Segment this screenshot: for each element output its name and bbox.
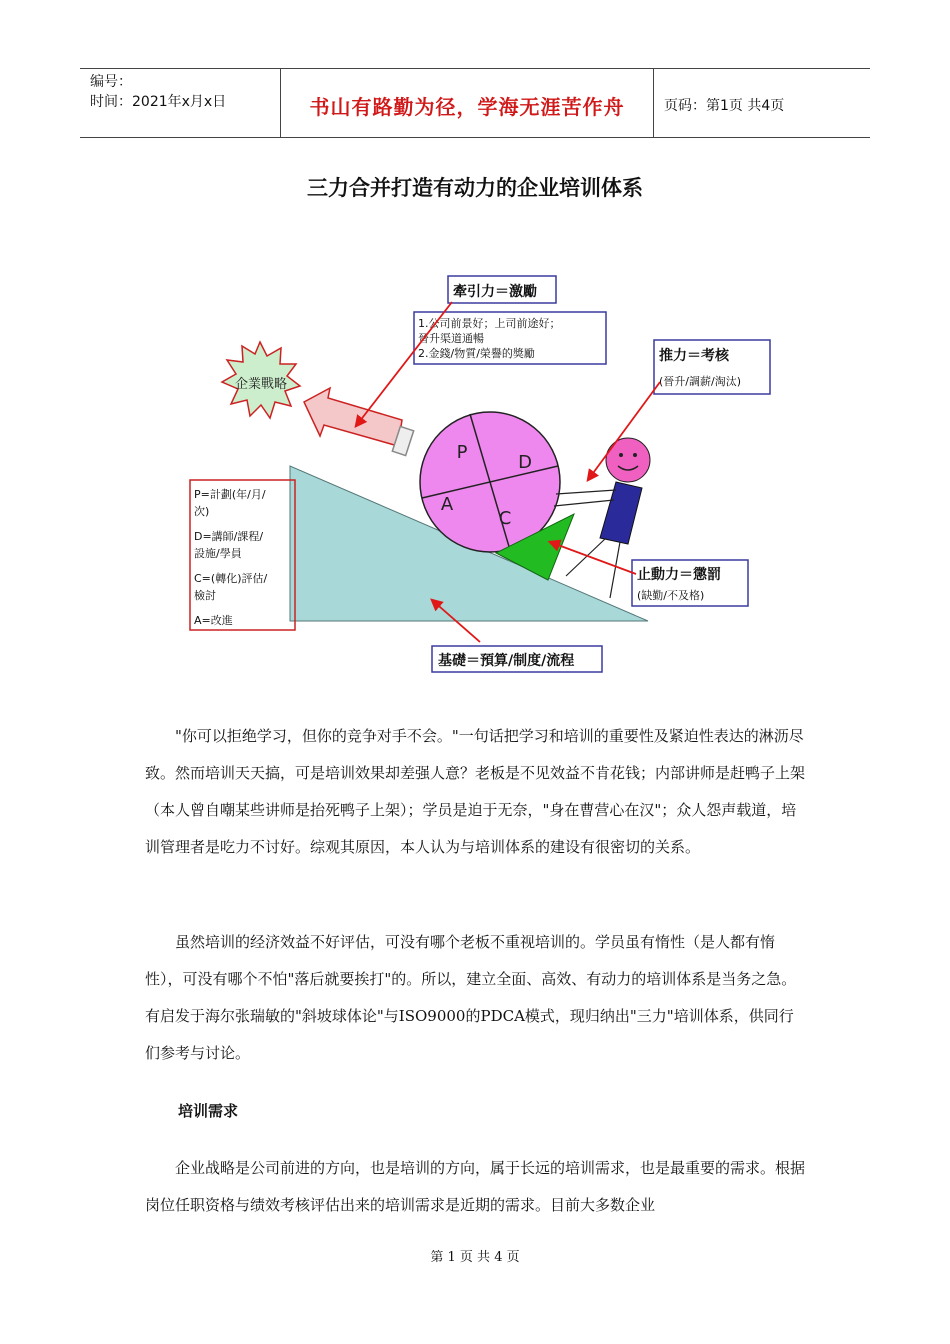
push-title: 推力＝考核 [659,348,729,364]
ball-d: D [518,452,532,473]
ball-p: P [456,442,468,463]
figure-eye-right [633,453,637,457]
figure-eye-left [619,453,623,457]
figure-leg-1 [566,538,606,576]
page-info: 页码：第1页 共4页 [664,98,785,114]
ball-c: C [498,508,512,529]
base-label: 基礎＝預算/制度/流程 [438,653,575,669]
three-forces-diagram [170,268,790,688]
paragraph-1: "你可以拒绝学习，但你的竞争对手不会。"一句话把学习和培训的重要性及紧迫性表达的淋沥尽致。然而培训天天搞，可是培训效果却差强人意？老板是不见效益不肯花钱；内部讲师是赶鸭子上架（本人曾自嘲某些讲师是抬死鸭子上架）；学员是迫于无奈，"身在曹营心在汉"；众人怨声载道，培训管理者是吃力不讨好。综观其原因，本人认为与培训体系的建设有很密切的关系。 [145,727,806,856]
pdca-line-4: 設施/學員 [194,547,242,560]
section-heading: 培训需求 [178,1102,239,1120]
pull-title: 牽引力＝激勵 [453,284,537,300]
paragraph-2: 虽然培训的经济效益不好评估，可没有哪个老板不重视培训的。学员虽有惰性（是人都有惰性），可没有哪个不怕"落后就要挨打"的。所以，建立全面、高效、有动力的培训体系是当务之急。有启发于海尔张瑞敏的"斜坡球体论"与ISO9000的PDCA模式，现归纳出"三力"培训体系，供同行们参考与讨论。 [145,933,797,1062]
figure-leg-2 [610,542,620,598]
stop-arrow [550,542,636,574]
pdca-line-2: 次) [194,505,210,518]
pdca-line-1: P=計劃(年/月/ [194,488,266,501]
pdca-line-6: 檢討 [194,589,216,602]
header-right-cell [654,69,870,137]
strategy-label: 企業戰略 [234,377,288,392]
figure-arm-2 [554,500,614,506]
stop-title: 止動力＝懲罰 [637,567,721,583]
motto: 书山有路勤为径，学海无涯苦作舟 [309,95,625,119]
header-table [80,68,870,138]
stop-sub: (缺勤/不及格) [637,589,705,602]
header-middle-cell [281,69,654,137]
ball-a: A [440,494,454,515]
direction-arrow [304,388,402,446]
pull-line-1: 1.公司前景好；上司前途好； [418,317,561,330]
header-left-cell [80,69,281,137]
pull-line-3: 2.金錢/物質/榮譽的獎勵 [418,347,535,360]
figure-head [606,438,650,482]
pull-line-2: 晉升渠道通暢 [418,332,484,345]
page-footer: 第 1 页 共 4 页 [430,1250,520,1265]
document-title: 三力合并打造有动力的企业培训体系 [307,176,643,200]
figure-arm [556,490,616,494]
paragraph-3: 企业战略是公司前进的方向，也是培训的方向，属于长远的培训需求，也是最重要的需求。根据岗位任职资格与绩效考核评估出来的培训需求是近期的需求。目前大多数企业 [145,1159,806,1214]
pdca-line-3: D=講師/課程/ [194,530,264,543]
date-label: 时间：2021年x月x日 [90,94,227,110]
number-label: 编号： [90,74,132,90]
pdca-line-5: C=(轉化)評估/ [194,572,268,585]
push-sub: (晉升/調薪/淘汰) [659,375,741,388]
pdca-line-7: A=改進 [194,614,233,627]
figure-body [600,482,642,544]
